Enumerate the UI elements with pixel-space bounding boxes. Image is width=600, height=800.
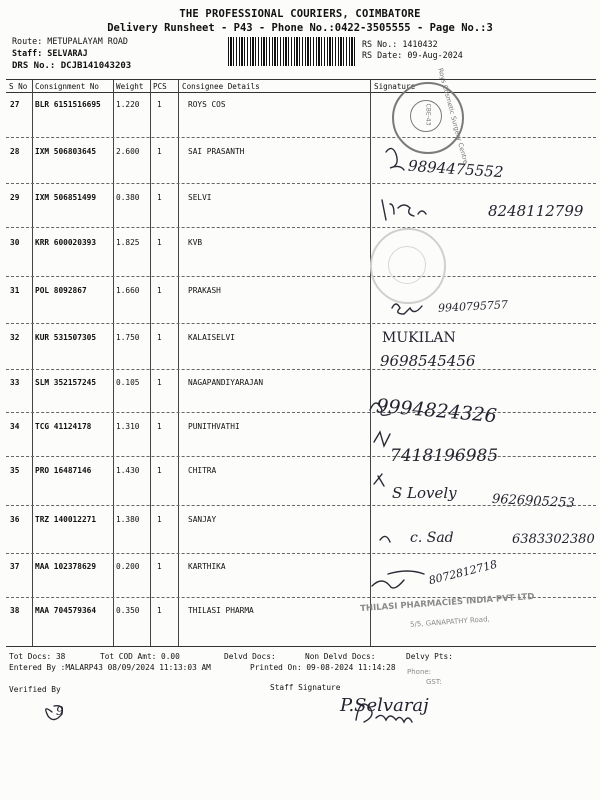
staff-signature-handwritten: P.Selvaraj	[340, 695, 429, 716]
row-weight: 0.350	[116, 606, 140, 615]
row-pcs: 1	[157, 466, 162, 475]
row-weight: 1.310	[116, 422, 140, 431]
row-sno: 31	[10, 286, 20, 295]
signature-phone: 9894475552	[407, 156, 504, 182]
col-header-signature: Signature	[374, 82, 416, 91]
row-consignment: IXM 506803645	[35, 147, 97, 156]
row-pcs: 1	[157, 422, 162, 431]
row-pcs: 1	[157, 286, 162, 295]
roys-stamp-center: CBE-43	[424, 103, 432, 126]
signature-name: c. Sad	[410, 530, 454, 546]
signature-phone: 8072812718	[427, 557, 499, 588]
row-consignment: SLM 352157245	[35, 378, 97, 387]
row-consignment: BLR 6151516695	[35, 100, 101, 109]
signature-phone: 9994824326	[375, 394, 498, 428]
row-consignee: PUNITHVATHI	[188, 422, 240, 431]
row-pcs: 1	[157, 193, 162, 202]
row-pcs: 1	[157, 147, 162, 156]
signature-phone: 9940795757	[437, 298, 509, 315]
row-pcs: 1	[157, 606, 162, 615]
tot-docs: Tot Docs: 38	[9, 652, 66, 661]
row-weight: 1.430	[116, 466, 140, 475]
row-sno: 27	[10, 100, 20, 109]
col-header-pcs: PCS	[153, 82, 167, 91]
tot-cod-amt: Tot COD Amt: 0.00	[100, 652, 180, 661]
verified-by-label: Verified By	[9, 685, 61, 694]
signature-phone: 9626905253	[491, 491, 576, 512]
row-consignment: PRO 16487146	[35, 466, 92, 475]
row-pcs: 1	[157, 100, 162, 109]
row-sno: 28	[10, 147, 20, 156]
runsheet-subtitle: Delivery Runsheet - P43 - Phone No.:0422-3505555 - Page No.:3	[107, 22, 493, 34]
row-consignment: POL 8092867	[35, 286, 87, 295]
row-consignee: PRAKASH	[188, 286, 221, 295]
row-pcs: 1	[157, 562, 162, 571]
non-delvd-docs: Non Delvd Docs:	[305, 652, 376, 661]
pharma-stamp-address: 5/5, GANAPATHY Road,	[409, 615, 490, 629]
signature-name: MUKILAN	[382, 330, 456, 346]
row-consignee: SAI PRASANTH	[188, 147, 245, 156]
delvd-docs: Delvd Docs:	[224, 652, 276, 661]
col-header-sno: S No	[9, 82, 28, 91]
row-sno: 34	[10, 422, 20, 431]
col-header-consignee: Consignee Details	[182, 82, 260, 91]
row-weight: 1.660	[116, 286, 140, 295]
row-sno: 35	[10, 466, 20, 475]
row-weight: 0.200	[116, 562, 140, 571]
row-weight: 1.825	[116, 238, 140, 247]
row-weight: 0.380	[116, 193, 140, 202]
row-sno: 30	[10, 238, 20, 247]
row-weight: 1.750	[116, 333, 140, 342]
signature-phone: 6383302380	[512, 532, 595, 547]
row-consignment: KUR 531507305	[35, 333, 97, 342]
row-sno: 29	[10, 193, 20, 202]
staff-label: Staff: SELVARAJ	[12, 48, 88, 58]
row-consignee: ROYS COS	[188, 100, 226, 109]
row-weight: 2.600	[116, 147, 140, 156]
row-consignee: CHITRA	[188, 466, 217, 475]
pharma-stamp-phone: Phone:	[407, 668, 432, 676]
signature-name: S Lovely	[392, 484, 457, 502]
staff-signature-label: Staff Signature	[270, 683, 341, 692]
row-consignment: IXM 506851499	[35, 193, 97, 202]
row-weight: 0.105	[116, 378, 140, 387]
row-consignee: NAGAPANDIYARAJAN	[188, 378, 264, 387]
col-header-weight: Weight	[116, 82, 144, 91]
row-pcs: 1	[157, 378, 162, 387]
col-header-consignment: Consignment No	[35, 82, 100, 91]
row-pcs: 1	[157, 333, 162, 342]
route-label: Route: METUPALAYAM ROAD	[12, 36, 128, 46]
row-consignee: SANJAY	[188, 515, 217, 524]
row-consignment: KRR 600020393	[35, 238, 97, 247]
row-consignment: TCG 41124178	[35, 422, 92, 431]
delvy-pts: Delvy Pts:	[406, 652, 453, 661]
row-pcs: 1	[157, 515, 162, 524]
row-sno: 36	[10, 515, 20, 524]
signature-phone: 7418196985	[390, 446, 499, 466]
row-weight: 1.220	[116, 100, 140, 109]
row-consignee: KARTHIKA	[188, 562, 226, 571]
drs-number: DRS No.: DCJB141043203	[12, 61, 132, 71]
company-title: THE PROFESSIONAL COURIERS, COIMBATORE	[179, 8, 421, 20]
row-sno: 33	[10, 378, 20, 387]
row-pcs: 1	[157, 238, 162, 247]
rs-number: RS No.: 1410432	[362, 39, 438, 49]
pharma-stamp-name: THILASI PHARMACIES INDIA PVT LTD	[359, 591, 535, 615]
printed-on: Printed On: 09-08-2024 11:14:28	[250, 663, 396, 672]
row-consignment: MAA 704579364	[35, 606, 97, 615]
row-sno: 38	[10, 606, 20, 615]
row-sno: 37	[10, 562, 20, 571]
row-consignee: THILASI PHARMA	[188, 606, 254, 615]
pharma-stamp-gst: GST:	[426, 678, 442, 686]
row-consignee: SELVI	[188, 193, 212, 202]
row-consignee: KVB	[188, 238, 203, 247]
row-sno: 32	[10, 333, 20, 342]
row-weight: 1.380	[116, 515, 140, 524]
row-consignee: KALAISELVI	[188, 333, 235, 342]
signature-phone: 8248112799	[488, 202, 584, 220]
signature-phone: 9698545456	[380, 352, 476, 370]
roys-stamp-text: Roys Cosmetic Surgery Centre	[436, 67, 470, 165]
entered-by: Entered By :MALARP43 08/09/2024 11:13:03 AM	[9, 663, 211, 672]
row-consignment: TRZ 140012271	[35, 515, 97, 524]
rs-date: RS Date: 09-Aug-2024	[362, 50, 463, 60]
verified-mark: 9	[56, 704, 64, 718]
row-consignment: MAA 102378629	[35, 562, 97, 571]
